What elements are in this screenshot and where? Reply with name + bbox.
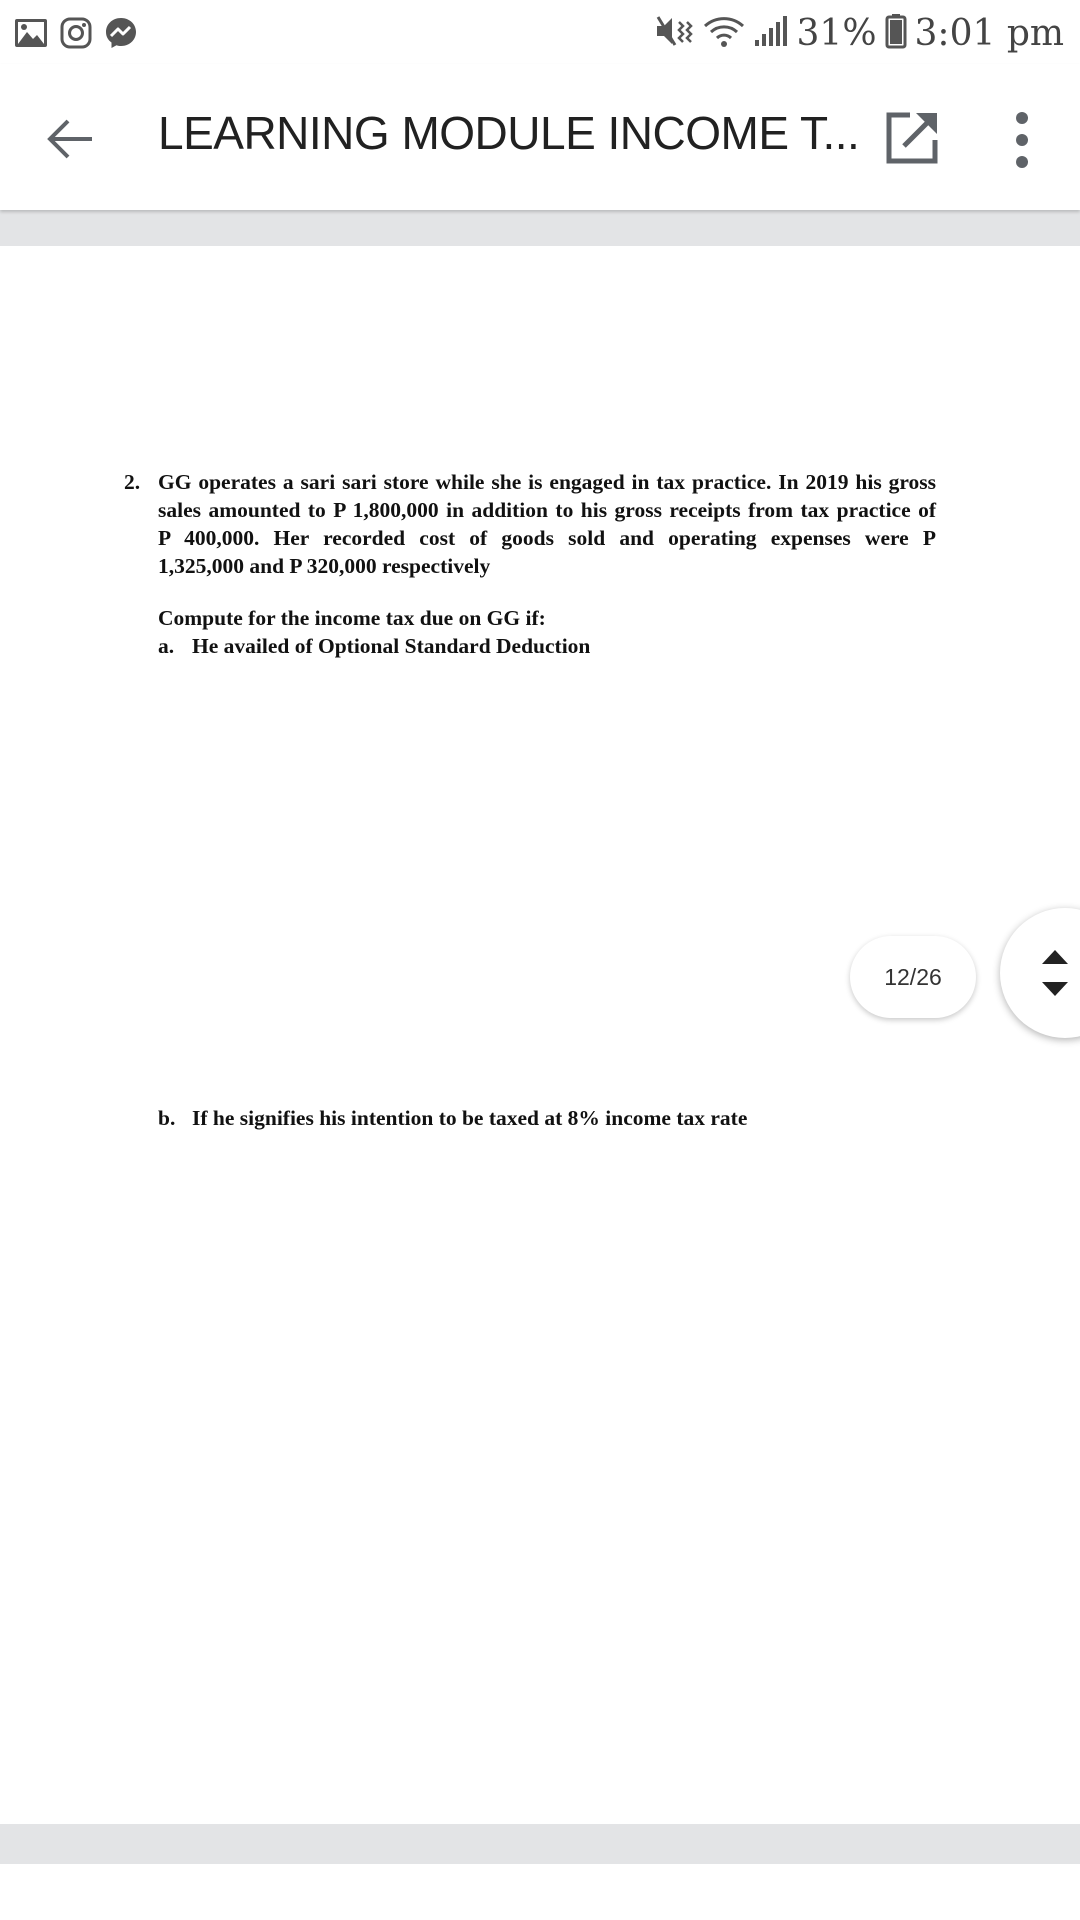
- item-a-letter: a.: [158, 634, 175, 658]
- page-indicator: 12/26: [850, 936, 976, 1018]
- compute-prompt: Compute for the income tax due on GG if:: [158, 606, 546, 630]
- open-external-button[interactable]: [884, 110, 940, 166]
- messenger-icon: [104, 16, 138, 55]
- item-b-text: If he signifies his intention to be taxed at 8% income tax rate: [192, 1106, 748, 1130]
- question-line: 1,325,000 and P 320,000 respectively: [158, 554, 491, 578]
- mute-vibrate-icon: [655, 14, 695, 53]
- more-options-button[interactable]: [1000, 110, 1044, 170]
- gallery-icon: [14, 18, 48, 53]
- up-down-arrows-icon: [1040, 948, 1070, 998]
- item-a-text: He availed of Optional Standard Deduction: [192, 634, 591, 658]
- document-page[interactable]: [0, 246, 1080, 1824]
- item-b-letter: b.: [158, 1106, 176, 1130]
- app-bar: [0, 64, 1080, 210]
- instagram-icon: [60, 17, 92, 54]
- document-title: LEARNING MODULE INCOME T...: [158, 107, 860, 159]
- status-bar: [0, 0, 1080, 64]
- battery-percent: 31%: [796, 12, 877, 54]
- back-arrow-icon: [40, 109, 100, 169]
- more-vert-icon: [1000, 110, 1044, 170]
- question-text: [158, 468, 936, 580]
- page-separator-bottom: [0, 1824, 1080, 1864]
- next-page-edge: [0, 1864, 1080, 1920]
- question-line: P 400,000. Her recorded cost of goods sold and operating expenses were P: [158, 526, 936, 550]
- status-system: [655, 8, 1064, 58]
- back-button[interactable]: [40, 109, 100, 169]
- question-number: 2.: [124, 470, 141, 494]
- page-separator-top: [0, 210, 1080, 246]
- status-notifications: [14, 16, 138, 55]
- wifi-icon: [703, 14, 745, 53]
- status-time: 3:01 pm: [914, 12, 1064, 54]
- open-external-icon: [884, 110, 940, 166]
- question-line: sales amounted to P 1,800,000 in addition to his gross receipts from tax practice of: [158, 498, 936, 522]
- signal-icon: [753, 14, 789, 53]
- question-line: GG operates a sari sari store while she is engaged in tax practice. In 2019 his gross: [158, 470, 936, 494]
- battery-icon: [885, 13, 907, 54]
